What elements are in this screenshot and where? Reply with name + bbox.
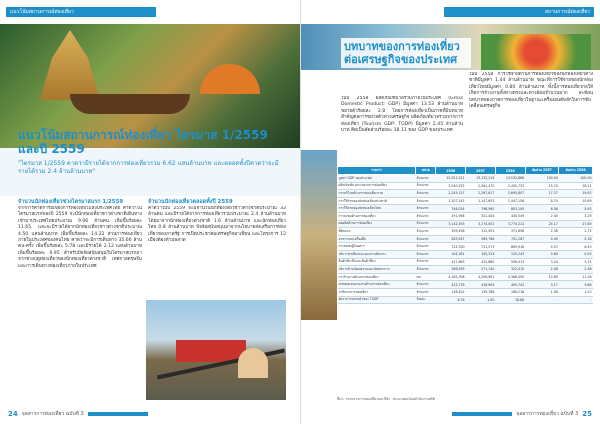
table-cell: 322,410: [495, 266, 525, 274]
table-cell: -: [559, 296, 593, 304]
table-cell: 2,450,733: [495, 182, 525, 190]
footer-title-right: จุลสารการท่องเที่ยว ฉบับที่ 3: [516, 410, 579, 417]
table-cell: 2.06: [525, 266, 559, 274]
umbrella-shape: [200, 64, 260, 94]
running-head-left: แนวโน้มสถานการณ์ท่องเที่ยว: [6, 7, 156, 17]
side-photo: [301, 150, 337, 320]
table-cell: 15.70: [525, 182, 559, 190]
table-row: [338, 175, 593, 183]
vendor-shape: [238, 348, 268, 378]
table-cell: 2.38: [525, 228, 559, 236]
table-row-label: บริการนำเที่ยวและจองการเดินทาง: [338, 250, 416, 258]
footer-left: [8, 409, 148, 418]
table-cell: 724,330: [436, 243, 466, 251]
table-cell: 309,458: [436, 228, 466, 236]
table-cell: 139,786: [466, 288, 496, 296]
table-cell: 24.17: [525, 220, 559, 228]
table-cell: ล้านบาท: [416, 228, 436, 236]
table-cell: 3.29: [559, 212, 593, 220]
table-row-label: อัตราการขยายตัวของ TGDP: [338, 296, 416, 304]
page-number-right: 25: [582, 409, 592, 418]
page-number-left: 24: [8, 409, 18, 418]
table-cell: 4.49: [525, 235, 559, 243]
table-header-cell: 2556: [436, 167, 466, 175]
table-cell: 12,921,221: [436, 175, 466, 183]
table-row: [338, 258, 593, 266]
right-page: [300, 0, 600, 424]
table-cell: ล้านบาท: [416, 258, 436, 266]
table-cell: 18.88: [495, 296, 525, 304]
column-heading-year: จำนวนนักท่องเที่ยวตลอดทั้งปี 2559: [148, 199, 233, 205]
table-header-cell: รายการ: [338, 167, 416, 175]
table-cell: 1.23: [559, 288, 593, 296]
table-cell: 3.24: [525, 258, 559, 266]
table-header-cell: สัดส่วน 2558: [559, 167, 593, 175]
table-row: [338, 273, 593, 281]
table-cell: ล้านบาท: [416, 190, 436, 198]
table-cell: 425,880: [466, 258, 496, 266]
table-cell: 0.93: [559, 250, 593, 258]
table-cell: 2,040,975: [436, 182, 466, 190]
table-cell: คน: [416, 273, 436, 281]
table-row: [338, 205, 593, 213]
table-cell: 2.75: [559, 228, 593, 236]
table-cell: 0.80: [525, 250, 559, 258]
table-cell: -: [525, 296, 559, 304]
produce-shape: [481, 34, 591, 70]
table-row: [338, 182, 593, 190]
table-row: [338, 212, 593, 220]
table-cell: 798,560: [466, 205, 496, 213]
table-header-row: [338, 167, 593, 175]
table-header-cell: 2557: [466, 167, 496, 175]
table-cell: 27.89: [559, 220, 593, 228]
table-cell: 495,742: [495, 281, 525, 289]
table-row-label: การลงทุนด้านการท่องเที่ยว: [338, 212, 416, 220]
table-cell: 104,281: [436, 250, 466, 258]
table-row: [338, 250, 593, 258]
tourism-gdp-table: [337, 166, 593, 304]
table-cell: ล้านบาท: [416, 175, 436, 183]
table-cell: 2,245,127: [436, 190, 466, 198]
table-cell: 125,243: [495, 250, 525, 258]
column-heading-q1: จำนวนนักท่องเที่ยวช่วงไตรมาสแรก 1/2559: [18, 199, 124, 205]
table-row: [338, 228, 593, 236]
table-row: [338, 296, 593, 304]
table-cell: 321,404: [466, 212, 496, 220]
table-cell: 10.69: [559, 197, 593, 205]
table-row: [338, 266, 593, 274]
table-cell: 8.76: [436, 296, 466, 304]
table-cell: 3,174,001: [466, 220, 496, 228]
table-cell: 18.11: [559, 182, 593, 190]
table-cell: 10.89: [525, 273, 559, 281]
table-row-label: สินค้าที่ระลึกและสินค้าอื่นๆ: [338, 258, 416, 266]
table-cell: 1.06: [525, 288, 559, 296]
table-row-label: การจ้างงานด้านการท่องเที่ยว: [338, 273, 416, 281]
table-cell: 291,958: [436, 212, 466, 220]
train-market-photo: [146, 300, 286, 400]
running-head-right: สถานการณ์ท่องเที่ยว: [444, 7, 594, 17]
table-cell: 3,774,212: [495, 220, 525, 228]
table-cell: ล้านบาท: [416, 243, 436, 251]
table-cell: 421,663: [436, 258, 466, 266]
table-cell: 869,916: [495, 243, 525, 251]
table-cell: ล้านบาท: [416, 281, 436, 289]
table-cell: 506,413: [495, 258, 525, 266]
table-cell: 1,207,145: [436, 197, 466, 205]
table-cell: 4,165,308: [436, 273, 466, 281]
table-row-label: การขนส่งผู้โดยสาร: [338, 243, 416, 251]
table-cell: ล้านบาท: [416, 250, 436, 258]
pull-quote: "ไตรมาส 1/2559 คาดว่ามีรายได้จากการท่องเที่ยวรวม 6.62 แสนล้านบาท และตลอดทั้งปีคาดว่าจะมีรายได้รวม 2.4 ล้านล้านบาท": [18, 160, 279, 175]
table-row-label: ผลิตภัณฑ์มวลรวมจากการท่องเที่ยว: [338, 182, 416, 190]
footer-title-left: จุลสารการท่องเที่ยว ฉบับที่ 3: [21, 410, 84, 417]
table-row-label: การใช้จ่ายของนักท่องเที่ยวไทย: [338, 205, 416, 213]
table-header-cell: สัดส่วน 2557: [525, 167, 559, 175]
table-cell: 8.74: [525, 197, 559, 205]
temple-shape: [40, 30, 100, 100]
table-row: [338, 197, 593, 205]
table-cell: 371,658: [495, 228, 525, 236]
body-text-spending: ในปี 2558 การใช้จ่ายด้านการท่องเที่ยวของนักท่องเที่ยวต่างชาติมีมูลค่า 1.44 ล้านล้านบาท ขณะที่การใช้จ่ายของนักท่องเที่ยวไทยมีมูลค่า 0.80 ล้านล้านบาท ทั้งนี้การท่องเที่ยวก่อให้เกิดการจ้างงานทั้งทางตรงและทางอ้อมจำนวนมาก สะท้อนบทบาทของภาคการท่องเที่ยวในฐานะเครื่องยนต์หลักในการขับเคลื่อนเศรษฐกิจ: [469, 72, 593, 110]
table-cell: 2,267,617: [466, 190, 496, 198]
table-row: [338, 235, 593, 243]
table-cell: 13,132,219: [466, 175, 496, 183]
table-cell: 5.57: [525, 243, 559, 251]
table-row: [338, 220, 593, 228]
page-title: แนวโน้มสถานการณ์ท่องเที่ยว ไตรมาส 1/2559 และปี 2559: [18, 128, 268, 156]
table-cell: 105,324: [466, 250, 496, 258]
table-cell: 746,024: [436, 205, 466, 213]
section-title: บทบาทของการท่องเที่ยวต่อเศรษฐกิจของประเทศ: [341, 38, 471, 68]
footer-right: [452, 409, 592, 418]
table-cell: ล้านบาท: [416, 212, 436, 220]
table-cell: ล้านบาท: [416, 288, 436, 296]
table-row-label: การใช้จ่ายของนักท่องเที่ยวต่างชาติ: [338, 197, 416, 205]
table-cell: ล้านบาท: [416, 197, 436, 205]
table-cell: 4,368,000: [495, 273, 525, 281]
table-cell: 166,218: [495, 288, 525, 296]
table-cell: 2,695,807: [495, 190, 525, 198]
table-row: [338, 190, 593, 198]
footer-bar-left: [88, 412, 148, 416]
table-cell: 3.17: [525, 281, 559, 289]
table-cell: 19.92: [559, 190, 593, 198]
table-cell: 1,447,158: [495, 197, 525, 205]
table-cell: 268,455: [436, 266, 466, 274]
table-cell: 4,206,961: [466, 273, 496, 281]
footer-bar-right: [452, 412, 512, 416]
table-cell: 138,402: [436, 288, 466, 296]
table-cell: ล้านบาท: [416, 205, 436, 213]
table-header-cell: หน่วย: [416, 167, 436, 175]
table-row: [338, 281, 593, 289]
table-cell: 412,776: [436, 281, 466, 289]
table-source-note: ที่มา: กระทรวงการท่องเที่ยวและกีฬา, ประมวลผลโดยสำนักงานสถิติ: [337, 397, 436, 401]
table-row-label: มูลค่า GDP ของประเทศ: [338, 175, 416, 183]
table-row-label: ค่าตอบแทนแรงงานด้านการท่องเที่ยว: [338, 281, 416, 289]
table-cell: 3,142,553: [436, 220, 466, 228]
table-row-label: ภาษีจากการท่องเที่ยว: [338, 288, 416, 296]
table-cell: 1.00: [466, 296, 496, 304]
table-cell: 3.74: [559, 258, 593, 266]
table-cell: ร้อยละ: [416, 296, 436, 304]
table-row-label: การบริโภคด้านการท่องเที่ยวรวม: [338, 190, 416, 198]
table-row-label: ผลผลิตด้านการท่องเที่ยว: [338, 220, 416, 228]
boat-shape: [70, 94, 190, 114]
table-body: [338, 175, 593, 304]
table-cell: ล้านบาท: [416, 182, 436, 190]
table-row: [338, 288, 593, 296]
body-text-year: คาดว่าในปี 2559 จะมีจำนวนนักท่องเที่ยวชาวต่างชาติประมาณ 32 ล้านคน และมีรายได้จากการท่องเที่ยวรวมประมาณ 2.4 ล้านล้านบาท โดยมาจากนักท่องเที่ยวต่างชาติ 1.6 ล้านล้านบาท และนักท่องเที่ยวไทย 0.8 ล้านล้านบาท ปัจจัยสนับสนุนมาจากนโยบายส่งเสริมการท่องเที่ยวของภาครัฐ การเปิดประชาคมเศรษฐกิจอาเซียน และโครงการ 12 เมืองต้องห้ามพลาด: [148, 206, 286, 244]
body-text-gdp: ในปี 2558 ผลิตภัณฑ์มวลรวมภายในประเทศ (Gross Domestic Product: GDP) มีมูลค่า 13.53 ล้านล้านบาท ขยายตัวร้อยละ 2.8 โดยการท่องเที่ยวเป็นภาคที่มีบทบาทสำคัญต่อการขยายตัวทางเศรษฐกิจ ผลิตภัณฑ์มวลรวมจากการท่องเที่ยว (Tourism GDP: TGDP) มีมูลค่า 2.45 ล้านล้านบาท คิดเป็นสัดส่วนร้อยละ 18.11 ของ GDP ของประเทศ: [341, 96, 463, 134]
table-cell: 312,553: [466, 228, 496, 236]
table-cell: 2.45: [525, 212, 559, 220]
table-cell: 3.66: [559, 281, 593, 289]
table-cell: 271,140: [466, 266, 496, 274]
table-cell: 445,549: [495, 212, 525, 220]
table-cell: 6.08: [525, 205, 559, 213]
table-cell: 100.00: [559, 175, 593, 183]
table-cell: 13,532,666: [495, 175, 525, 183]
table-cell: 1,147,653: [466, 197, 496, 205]
table-cell: ล้านบาท: [416, 235, 436, 243]
table-cell: ล้านบาท: [416, 220, 436, 228]
table-cell: 701,287: [495, 235, 525, 243]
table-cell: ล้านบาท: [416, 266, 436, 274]
table-cell: 5.93: [559, 205, 593, 213]
table-cell: 731,573: [466, 243, 496, 251]
table-row-label: ที่พักแรม: [338, 228, 416, 236]
table-cell: 100.00: [525, 175, 559, 183]
table-cell: 803,100: [495, 205, 525, 213]
table-cell: 583,927: [436, 235, 466, 243]
table-cell: 5.18: [559, 235, 593, 243]
table-cell: 6.43: [559, 243, 593, 251]
table-cell: 2.38: [559, 266, 593, 274]
table-row-label: อาหารและเครื่องดื่ม: [338, 235, 416, 243]
body-text-q1: จากการคาดการณ์ของการท่องเที่ยวแห่งประเทศไทย คาดว่าในไตรมาสแรกของปี 2559 จะมีนักท่องเที่ยวชาวต่างชาติเดินทางเข้ามาประเทศไทยประมาณ 9.06 ล้านคน เพิ่มขึ้นร้อยละ 11.65 และจะมีรายได้จากนักท่องเที่ยวชาวต่างชาติประมาณ 4.50 แสนล้านบาท เพิ่มขึ้นร้อยละ 14.22 ส่วนการท่องเที่ยวภายในประเทศของคนไทย คาดว่าจะมีการเดินทาง 35.66 ล้านคน-ครั้ง เพิ่มขึ้นร้อยละ 5.78 และมีรายได้ 2.12 แสนล้านบาท เพิ่มขึ้นร้อยละ 9.95 สำหรับปัจจัยสนับสนุนในไตรมาสแรกมาจากช่วงฤดูท่องเที่ยวของนักท่องเที่ยวต่างชาติ เทศกาลตรุษจีน และการเดินทางท่องเที่ยวภายในประเทศ: [18, 206, 142, 269]
table-cell: 2,061,470: [466, 182, 496, 190]
table-cell: 416,904: [466, 281, 496, 289]
table-row: [338, 243, 593, 251]
table-row-label: บริการด้านวัฒนธรรมและนันทนาการ: [338, 266, 416, 274]
table-cell: 17.27: [525, 190, 559, 198]
table-cell: 589,766: [466, 235, 496, 243]
table-header-cell: 2558: [495, 167, 525, 175]
table-cell: 11.26: [559, 273, 593, 281]
